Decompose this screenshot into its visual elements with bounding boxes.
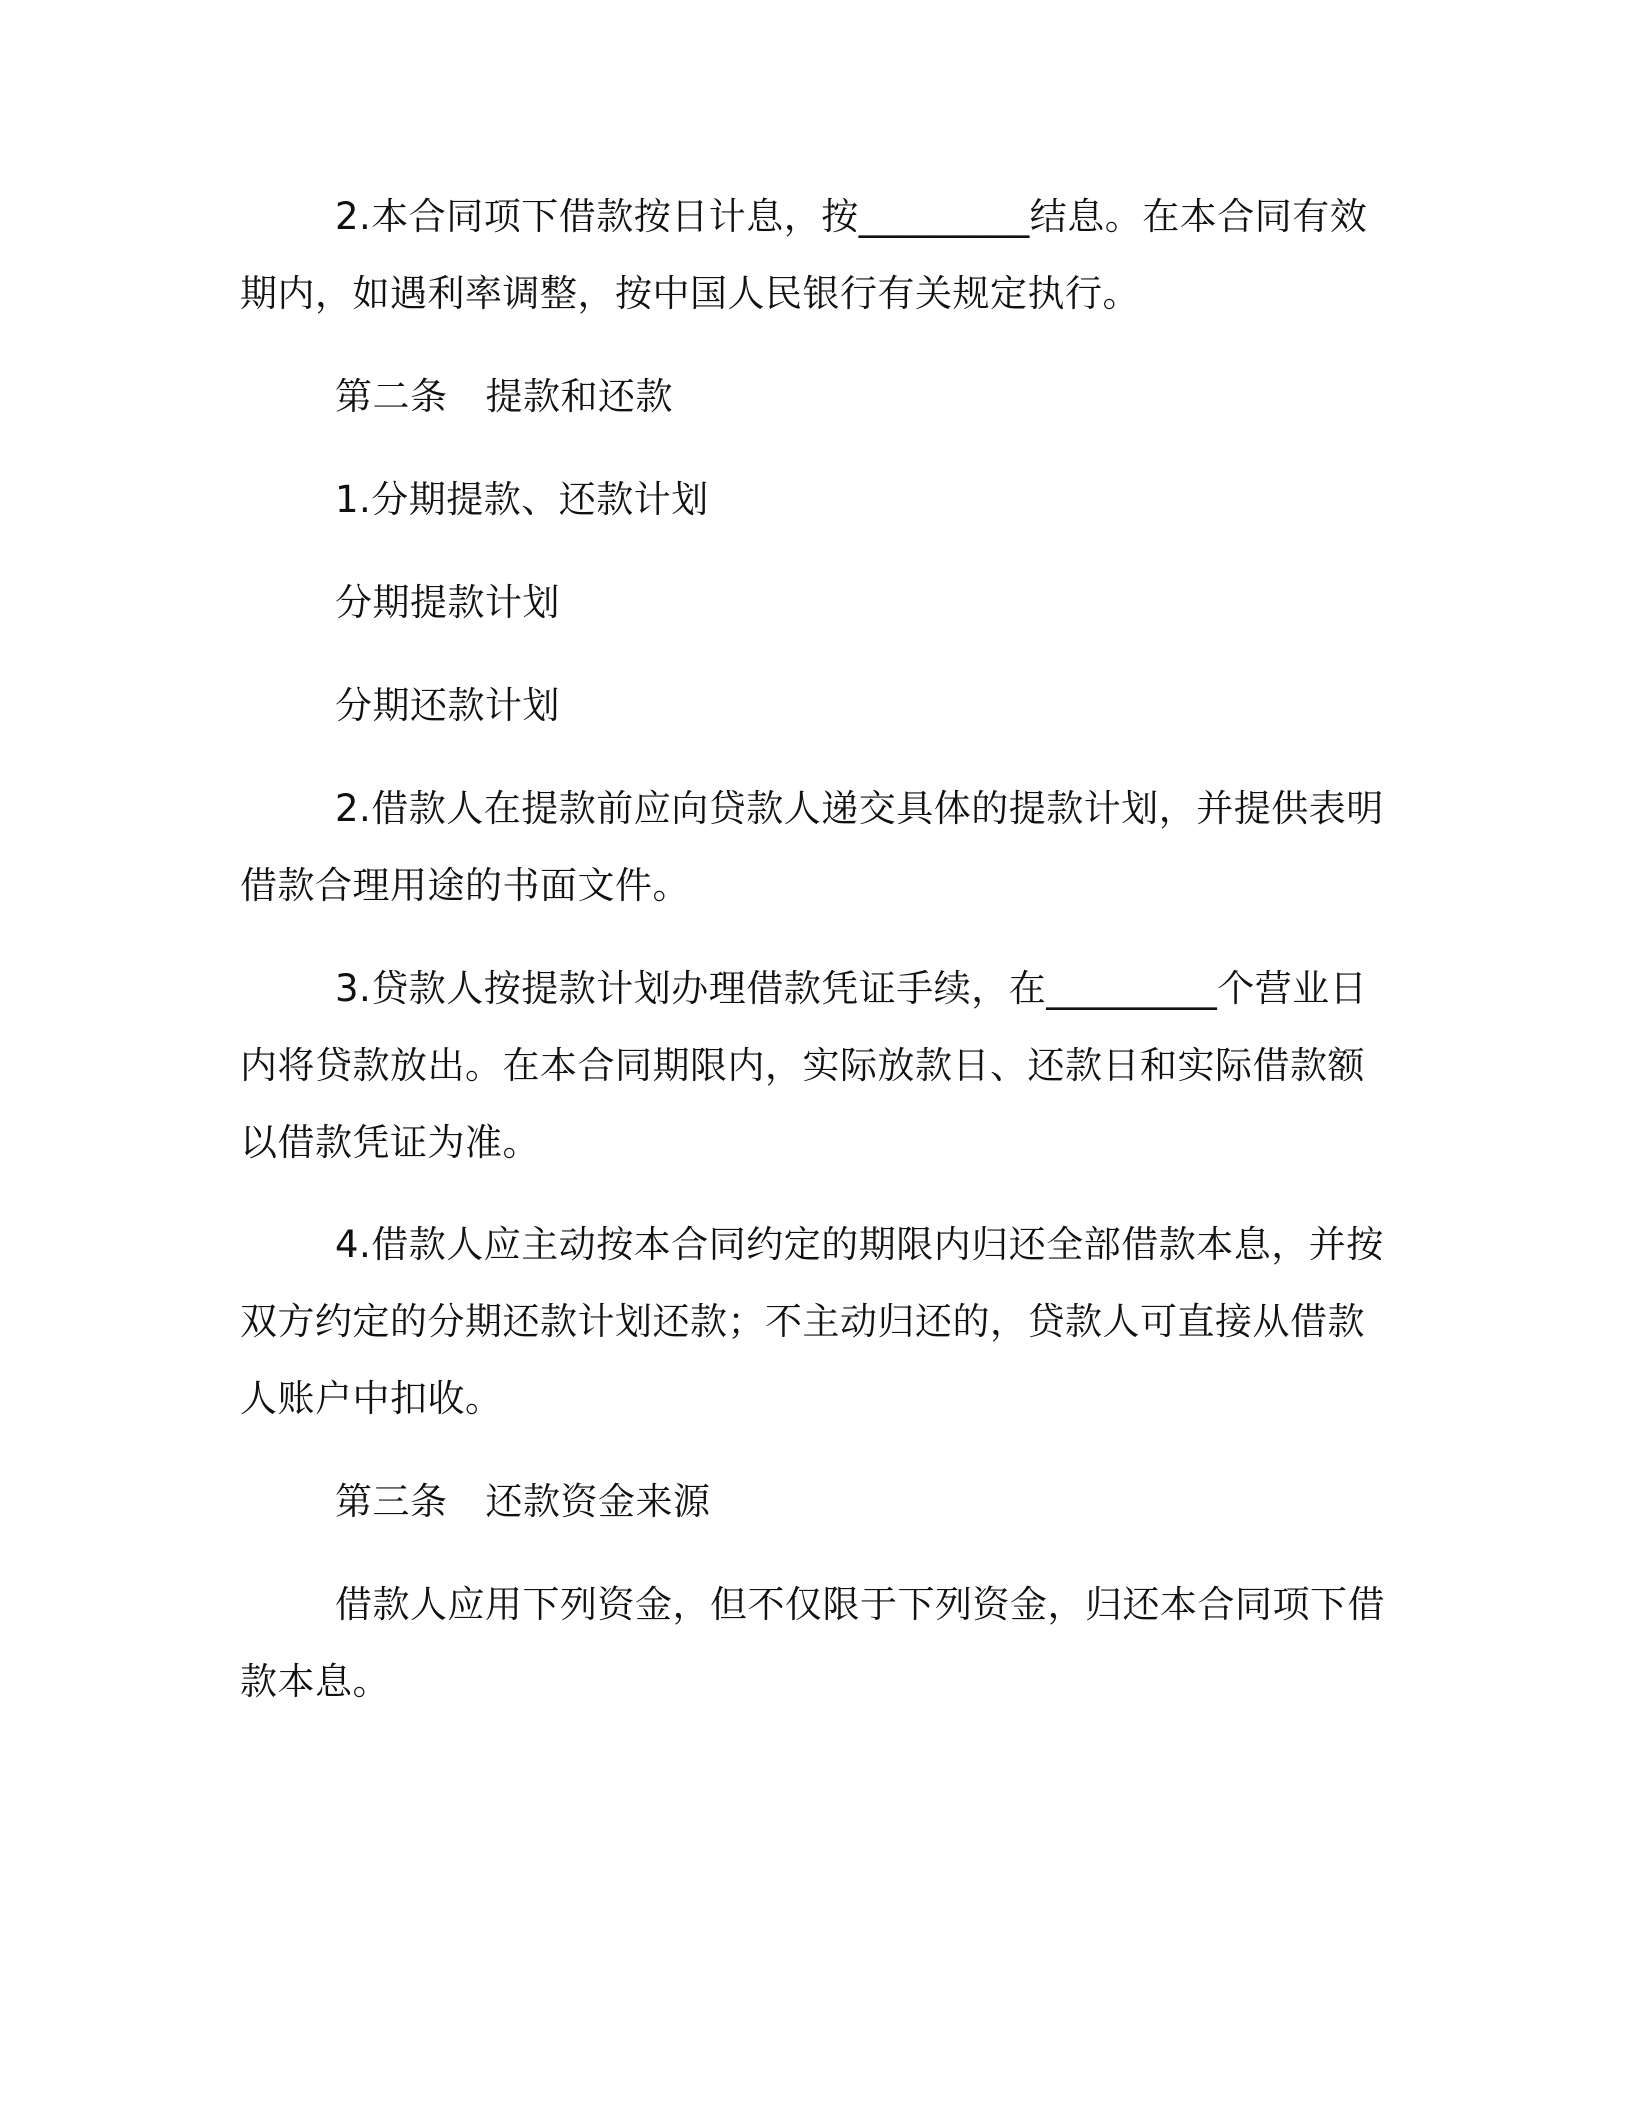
article-title: 还款资金来源 [485,1480,711,1523]
paragraph-funds-source [240,1566,1385,1720]
heading-line [240,1463,1380,1540]
paragraph-submission [240,770,1384,924]
article-heading-2 [240,358,1380,435]
text-line: 3.贷款人按提款计划办理借款凭证手续，在_________个营业日 [335,967,1368,1010]
text-line: 内将贷款放出。在本合同期限内，实际放款日、还款日和实际借款额 [240,1044,1365,1087]
article-title: 提款和还款 [485,375,673,418]
text-line: 1.分期提款、还款计划 [335,478,709,521]
paragraph-repayment [240,1206,1384,1437]
text-line: 以借款凭证为准。 [240,1121,540,1164]
paragraph-disbursement [240,950,1380,1181]
paragraph-repayment-plan [240,667,1380,744]
text-line: 期内，如遇利率调整，按中国人民银行有关规定执行。 [240,272,1140,315]
text-line: 双方约定的分期还款计划还款；不主动归还的，贷款人可直接从借款 [240,1300,1365,1343]
text-line: 借款人应用下列资金，但不仅限于下列资金，归还本合同项下借 [335,1583,1385,1626]
text-line: 2.本合同项下借款按日计息，按_________结息。在本合同有效 [335,195,1368,238]
article-number: 第三条 [335,1480,448,1523]
article-heading-3 [240,1463,1380,1540]
paragraph-plan [240,461,1380,538]
heading-line [240,358,1380,435]
text-line: 分期还款计划 [335,684,560,727]
text-line: 分期提款计划 [335,581,560,624]
text-line: 借款合理用途的书面文件。 [240,864,690,907]
paragraph-interest [240,178,1380,332]
text-line: 款本息。 [240,1660,390,1703]
text-line: 2.借款人在提款前应向贷款人递交具体的提款计划，并提供表明 [335,787,1384,830]
paragraph-drawdown-plan [240,564,1380,641]
text-line: 4.借款人应主动按本合同约定的期限内归还全部借款本息，并按 [335,1223,1384,1266]
text-line: 人账户中扣收。 [240,1377,503,1420]
article-number: 第二条 [335,375,448,418]
